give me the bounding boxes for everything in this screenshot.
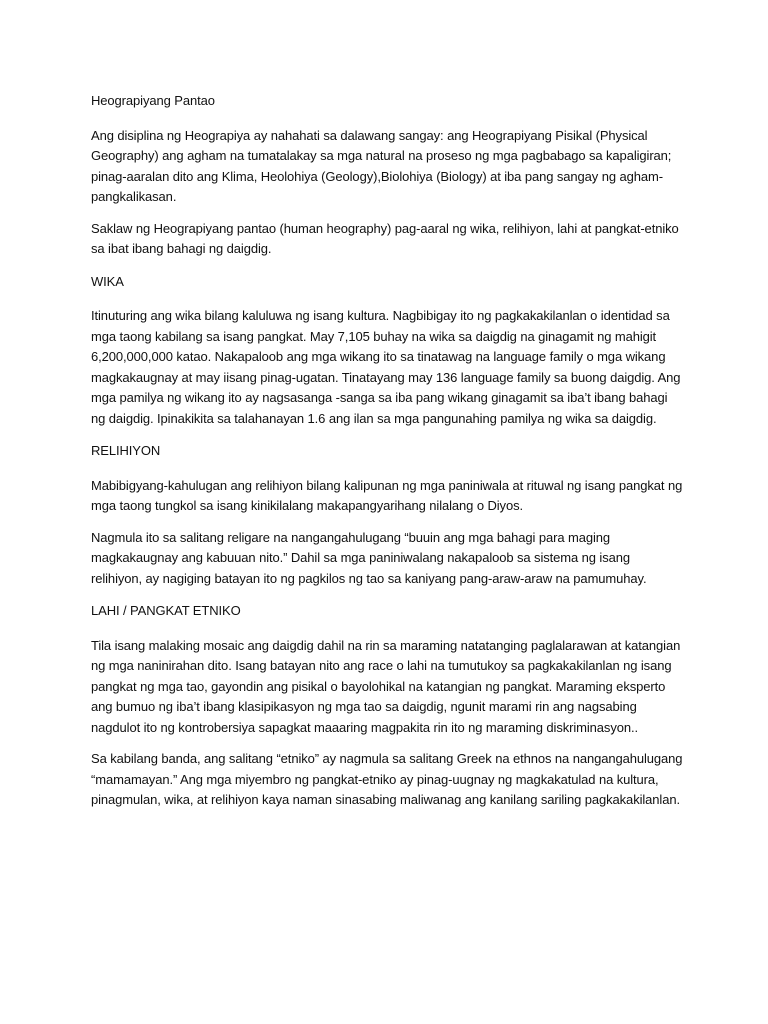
body-paragraph: Nagmula ito sa salitang religare na nangangahulugang “buuin ang mga bahagi para maging magkakaugnay ang kabuuan nito.” Dahil sa mga paniniwalang nakapaloob sa sistema ng isang relihiyon, ay nagiging batayan ito ng pagkilos ng tao sa kaniyang pang-araw-araw na pamumuhay. bbox=[91, 529, 647, 586]
intro-paragraph: Ang disiplina ng Heograpiya ay nahahati sa dalawang sangay: ang Heograpiyang Pisikal (Physical Geography) ang agham na tumatalakay sa mga natural na proseso ng mga pagbabago sa kapaligiran; pinag-aaralan dito ang Klima, Heolohiya (Geology),Biolohiya (Biology) at iba pang sangay ng agham-pangkalikasan. bbox=[91, 127, 672, 204]
section-heading-lahi: LAHI / PANGKAT ETNIKO bbox=[91, 603, 241, 618]
section-heading-relihiyon: RELIHIYON bbox=[91, 443, 161, 458]
body-paragraph: Itinuturing ang wika bilang kaluluwa ng isang kultura. Nagbibigay ito ng pagkakakilanlan o identidad sa mga taong kabilang sa isang pangkat. May 7,105 buhay na wika sa daigdig na ginagamit ng mahigit 6,200,000,000 katao. Nakapaloob ang mga wikang ito sa tinatawag na language family o mga wikang magkakaugnay at may iisang pinag-ugatan. Tinatayang may 136 language family sa buong daigdig. Ang mga pamilya ng wikang ito ay nagsasanga -sanga sa iba pang wikang ginagamit sa iba’t ibang bahagi ng daigdig. Ipinakikita sa talahanayan 1.6 ang ilan sa mga pangunahing pamilya ng wika sa daigdig. bbox=[91, 308, 681, 426]
document-body bbox=[91, 91, 683, 823]
document-title: Heograpiyang Pantao bbox=[91, 93, 215, 108]
body-paragraph: Tila isang malaking mosaic ang daigdig dahil na rin sa maraming natatanging paglalarawan at katangian ng mga naninirahan dito. Isang batayan nito ang race o lahi na tumutukoy sa pagkakakilanlan ng isang pangkat ng mga tao, gayondin ang pisikal o bayolohikal na katangian ng pangkat. Maraming eksperto ang bumuo ng iba’t ibang klasipikasyon ng mga tao sa daigdig, ngunit marami rin ang nagsabing nagdulot ito ng kontrobersiya sapagkat maaaring magpakita rin ito ng maraming diskriminasyon.. bbox=[91, 637, 681, 735]
body-paragraph: Sa kabilang banda, ang salitang “etniko” ay nagmula sa salitang Greek na ethnos na nangangahulugang “mamamayan.” Ang mga miyembro ng pangkat-etniko ay pinag-uugnay ng magkakatulad na kultura, pinagmulan, wika, at relihiyon kaya naman sinasabing maliwanag ang kanilang sariling pagkakakilanlan. bbox=[91, 751, 683, 807]
section-heading-wika: WIKA bbox=[91, 273, 124, 289]
body-paragraph: Mabibigyang-kahulugan ang relihiyon bilang kalipunan ng mga paniniwala at rituwal ng isang pangkat ng mga taong tungkol sa isang kinikilalang makapangyarihang nilalang o Diyos. bbox=[91, 477, 683, 513]
intro-paragraph: Saklaw ng Heograpiyang pantao (human heography) pag-aaral ng wika, relihiyon, lahi at pangkat-etniko sa ibat ibang bahagi ng daigdig. bbox=[91, 220, 679, 256]
